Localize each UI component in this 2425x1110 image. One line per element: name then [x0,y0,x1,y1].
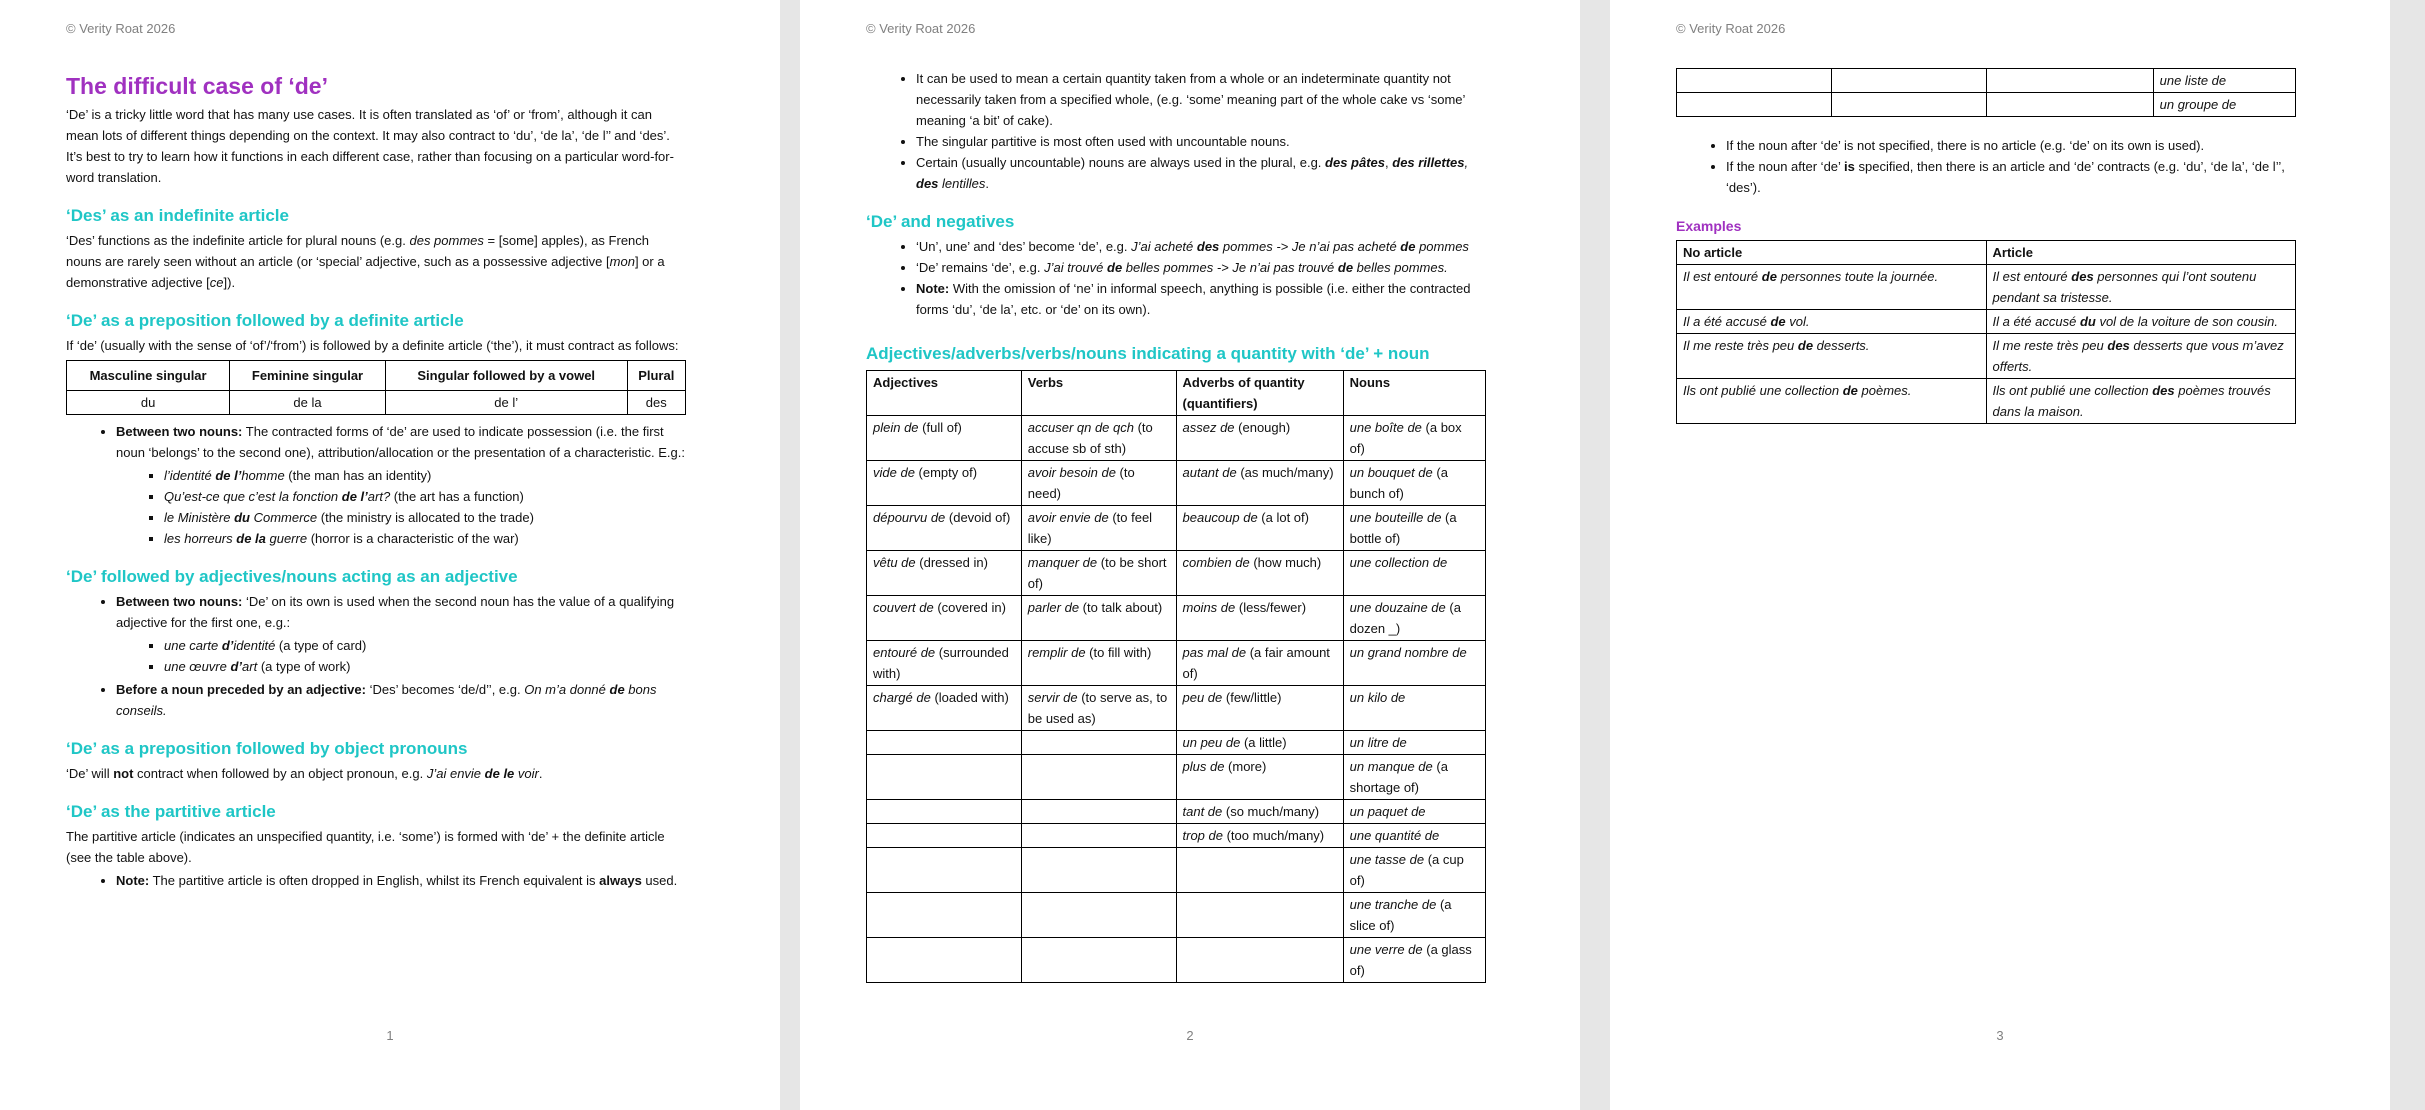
table-header: Verbs [1021,371,1176,416]
list-item: • ‘Un’, une’ and ‘des’ become ‘de’, e.g. J’ai acheté des pommes -> Je n’ai pas acheté de pommes [916,236,1486,257]
table-cell: une verre de (a glass of) [1343,938,1485,983]
specified-list [1676,135,2296,198]
page-3 [1610,0,2390,1110]
table-row [1677,69,2296,93]
table-cell [1021,731,1176,755]
table-row [867,551,1486,596]
table-header: Plural [627,361,685,391]
table-cell: assez de (enough) [1176,416,1343,461]
table-cell: manquer de (to be short of) [1021,551,1176,596]
list-item: • Between two nouns: ‘De’ on its own is used when the second noun has the value of a qualifying adjective for the first one, e.g.: ▪ une carte d’identité (a type of card) ▪ une œuvre d’art (a type of work) [116,591,686,677]
table-cell: un kilo de [1343,686,1485,731]
table-row [1677,379,2296,424]
table-cell: un groupe de [2153,93,2295,117]
preposition-paragraph: If ‘de’ (usually with the sense of ‘of’/‘from’) is followed by a definite article (‘the’), it must contract as follows: [66,338,679,353]
table-cell: de la [230,391,386,415]
table-row [867,848,1486,893]
table-row [867,755,1486,800]
table-cell: avoir besoin de (to need) [1021,461,1176,506]
list-item: • It can be used to mean a certain quantity taken from a whole or an indeterminate quantity not necessarily taken from a specified whole, (e.g. ‘some’ meaning part of the whole cake vs ‘some’ meaning ‘a bit’ of cake). [916,68,1486,131]
table-cell: chargé de (loaded with) [867,686,1022,731]
table-header: Singular followed by a vowel [385,361,627,391]
table-cell: beaucoup de (a lot of) [1176,506,1343,551]
pronouns-paragraph: ‘De’ will not contract when followed by an object pronoun, e.g. J’ai envie de le voir. [66,766,543,781]
table-cell: vide de (empty of) [867,461,1022,506]
table-cell: un grand nombre de [1343,641,1485,686]
table-cell [867,893,1022,938]
table-cell: entouré de (surrounded with) [867,641,1022,686]
heading-indefinite-article: ‘Des’ as an indefinite article [66,206,289,225]
table-row [867,506,1486,551]
heading-adjectives: ‘De’ followed by adjectives/nouns acting as an adjective [66,567,518,586]
table-row [867,938,1486,983]
table-cell: servir de (to serve as, to be used as) [1021,686,1176,731]
table-cell: du [67,391,230,415]
page-number: 1 [386,1028,394,1043]
table-cell: une collection de [1343,551,1485,596]
list-item: • ‘De’ remains ‘de’, e.g. J’ai trouvé de belles pommes -> Je n’ai pas trouvé de belles pommes. [916,257,1486,278]
table-cell: plus de (more) [1176,755,1343,800]
table-cell [1021,848,1176,893]
table-cell: de l’ [385,391,627,415]
table-cell: une quantité de [1343,824,1485,848]
table-cell: couvert de (covered in) [867,596,1022,641]
list-item: ▪ l’identité de l’homme (the man has an identity) [164,465,686,486]
table-row [867,824,1486,848]
list-item: • Certain (usually uncountable) nouns are always used in the plural, e.g. des pâtes, des rillettes, des lentilles. [916,152,1486,194]
page-2 [800,0,1580,1110]
page-1 [0,0,780,1110]
table-cell: accuser qn de qch (to accuse sb of sth) [1021,416,1176,461]
table-cell: un bouquet de (a bunch of) [1343,461,1485,506]
list-item: ▪ une œuvre d’art (a type of work) [164,656,686,677]
heading-examples: Examples [1676,218,1742,234]
table-cell: Il est entouré de personnes toute la journée. [1677,265,1987,310]
copyright-notice: © Verity Roat 2026 [866,21,976,36]
table-cell: combien de (how much) [1176,551,1343,596]
table-row [1677,334,2296,379]
table-row [867,800,1486,824]
table-header: Article [1986,241,2296,265]
table-cell: vêtu de (dressed in) [867,551,1022,596]
table-cell: parler de (to talk about) [1021,596,1176,641]
heading-negatives: ‘De’ and negatives [866,212,1015,231]
table-cell [1021,824,1176,848]
table-cell: une liste de [2153,69,2295,93]
table-cell: Il a été accusé du vol de la voiture de son cousin. [1986,310,2296,334]
table-header: Nouns [1343,371,1485,416]
list-item: • Note: With the omission of ‘ne’ in informal speech, anything is possible (i.e. either the contracted forms ‘du’, ‘de la’, etc. or ‘de’ on its own). [916,278,1486,320]
heading-partitive: ‘De’ as the partitive article [66,802,276,821]
table-cell: Ils ont publié une collection de poèmes. [1677,379,1987,424]
page-number: 2 [1186,1028,1194,1043]
examples-sublist [116,635,686,677]
quantity-table-continued [1676,68,2296,117]
list-item: • If the noun after ‘de’ is specified, then there is an article and ‘de’ contracts (e.g. ‘du’, ‘de la’, ‘de l’’, ‘des’). [1726,156,2296,198]
heading-quantity: Adjectives/adverbs/verbs/nouns indicating a quantity with ‘de’ + noun [866,344,1430,363]
document-title: The difficult case of ‘de’ [66,73,328,99]
partitive-list [66,870,686,891]
page-3-content [1676,68,2296,424]
heading-preposition-definite: ‘De’ as a preposition followed by a definite article [66,311,464,330]
adjectives-list [66,591,686,721]
table-cell: remplir de (to fill with) [1021,641,1176,686]
table-header: Masculine singular [67,361,230,391]
table-header: Adjectives [867,371,1022,416]
table-cell [1021,938,1176,983]
table-cell: un paquet de [1343,800,1485,824]
table-cell [1021,755,1176,800]
table-row [867,596,1486,641]
table-cell: dépourvu de (devoid of) [867,506,1022,551]
examples-table [1676,240,2296,424]
table-row [1677,310,2296,334]
table-cell: tant de (so much/many) [1176,800,1343,824]
table-row [1677,265,2296,310]
copyright-notice: © Verity Roat 2026 [1676,21,1786,36]
table-cell [1176,848,1343,893]
page-2-content [866,68,1486,983]
table-cell: avoir envie de (to feel like) [1021,506,1176,551]
table-cell [867,755,1022,800]
table-cell [1021,800,1176,824]
table-header: No article [1677,241,1987,265]
table-cell: Il me reste très peu des desserts que vous m’avez offerts. [1986,334,2296,379]
table-cell [867,731,1022,755]
table-cell [1176,893,1343,938]
table-cell: peu de (few/little) [1176,686,1343,731]
table-cell: une bouteille de (a bottle of) [1343,506,1485,551]
contracted-forms-table [66,360,686,415]
table-cell: une boîte de (a box of) [1343,416,1485,461]
table-cell: une tasse de (a cup of) [1343,848,1485,893]
page-1-content [66,44,686,895]
page-number: 3 [1996,1028,2004,1043]
table-cell [1021,893,1176,938]
table-cell: trop de (too much/many) [1176,824,1343,848]
table-cell: pas mal de (a fair amount of) [1176,641,1343,686]
list-item: • Before a noun preceded by an adjective: ‘Des’ becomes ‘de/d’’, e.g. On m’a donné de bons conseils. [116,679,686,721]
copyright-notice: © Verity Roat 2026 [66,21,176,36]
table-cell: Il me reste très peu de desserts. [1677,334,1987,379]
table-row [867,686,1486,731]
list-item: ▪ le Ministère du Commerce (the ministry is allocated to the trade) [164,507,686,528]
table-row [867,416,1486,461]
table-cell: une douzaine de (a dozen _) [1343,596,1485,641]
table-cell: Il a été accusé de vol. [1677,310,1987,334]
list-item: • The singular partitive is most often used with uncountable nouns. [916,131,1486,152]
between-nouns-list [66,421,686,549]
table-cell [867,848,1022,893]
table-cell: un litre de [1343,731,1485,755]
table-cell: autant de (as much/many) [1176,461,1343,506]
table-row [867,893,1486,938]
list-item: • If the noun after ‘de’ is not specified, there is no article (e.g. ‘de’ on its own is used). [1726,135,2296,156]
intro-paragraph: ‘De’ is a tricky little word that has many use cases. It is often translated as ‘of’ or ‘from’, although it can mean lots of different things depending on the context. It may also contract to ‘du’, ‘de la’, ‘de l’’ and ‘des’. It’s best to try to learn how it functions in each different case, rather than focusing on a particular word-for-word translation. [66,107,674,185]
table-cell: moins de (less/fewer) [1176,596,1343,641]
table-cell [867,824,1022,848]
negatives-list [866,236,1486,320]
list-item: ▪ une carte d’identité (a type of card) [164,635,686,656]
table-cell: Il est entouré des personnes qui l’ont soutenu pendant sa tristesse. [1986,265,2296,310]
list-item: ▪ Qu’est-ce que c’est la fonction de l’art? (the art has a function) [164,486,686,507]
partitive-continued-list [866,68,1486,194]
list-item: ▪ les horreurs de la guerre (horror is a characteristic of the war) [164,528,686,549]
table-header: Adverbs of quantity (quantifiers) [1176,371,1343,416]
table-cell [867,800,1022,824]
indefinite-paragraph: ‘Des’ functions as the indefinite article for plural nouns (e.g. des pommes = [some] apples), as French nouns are rarely seen without an article (or ‘special’ adjective, such as a possessive adjective [mon] or a demonstrative adjective [ce]). [66,233,665,290]
list-item: • Between two nouns: The contracted forms of ‘de’ are used to indicate possession (i.e. the first noun ‘belongs’ to the second one), attribution/allocation or the presentation of a characteristic. E.g.: ▪ l’identité de l’homme (the man has an identity) ▪ Qu’est-ce que c’est la fonction de l’art? (the art has a function) ▪ le Ministère du Commerce (the ministry is allocated to the trade) ▪ les horreurs de la guerre (horror is a characteristic of the war) [116,421,686,549]
table-cell: un manque de (a shortage of) [1343,755,1485,800]
table-cell: plein de (full of) [867,416,1022,461]
table-row [867,461,1486,506]
table-cell [1176,938,1343,983]
table-cell: un peu de (a little) [1176,731,1343,755]
table-row [867,641,1486,686]
table-row [867,731,1486,755]
table-cell [867,938,1022,983]
quantity-table [866,370,1486,983]
table-cell: une tranche de (a slice of) [1343,893,1485,938]
heading-object-pronouns: ‘De’ as a preposition followed by object pronouns [66,739,468,758]
table-cell: des [627,391,685,415]
table-cell: Ils ont publié une collection des poèmes trouvés dans la maison. [1986,379,2296,424]
examples-sublist [116,465,686,549]
list-item: • Note: The partitive article is often dropped in English, whilst its French equivalent is always used. [116,870,686,891]
table-row [1677,93,2296,117]
partitive-paragraph: The partitive article (indicates an unspecified quantity, i.e. ‘some’) is formed with ‘de’ + the definite article (see the table above). [66,829,665,865]
table-header: Feminine singular [230,361,386,391]
